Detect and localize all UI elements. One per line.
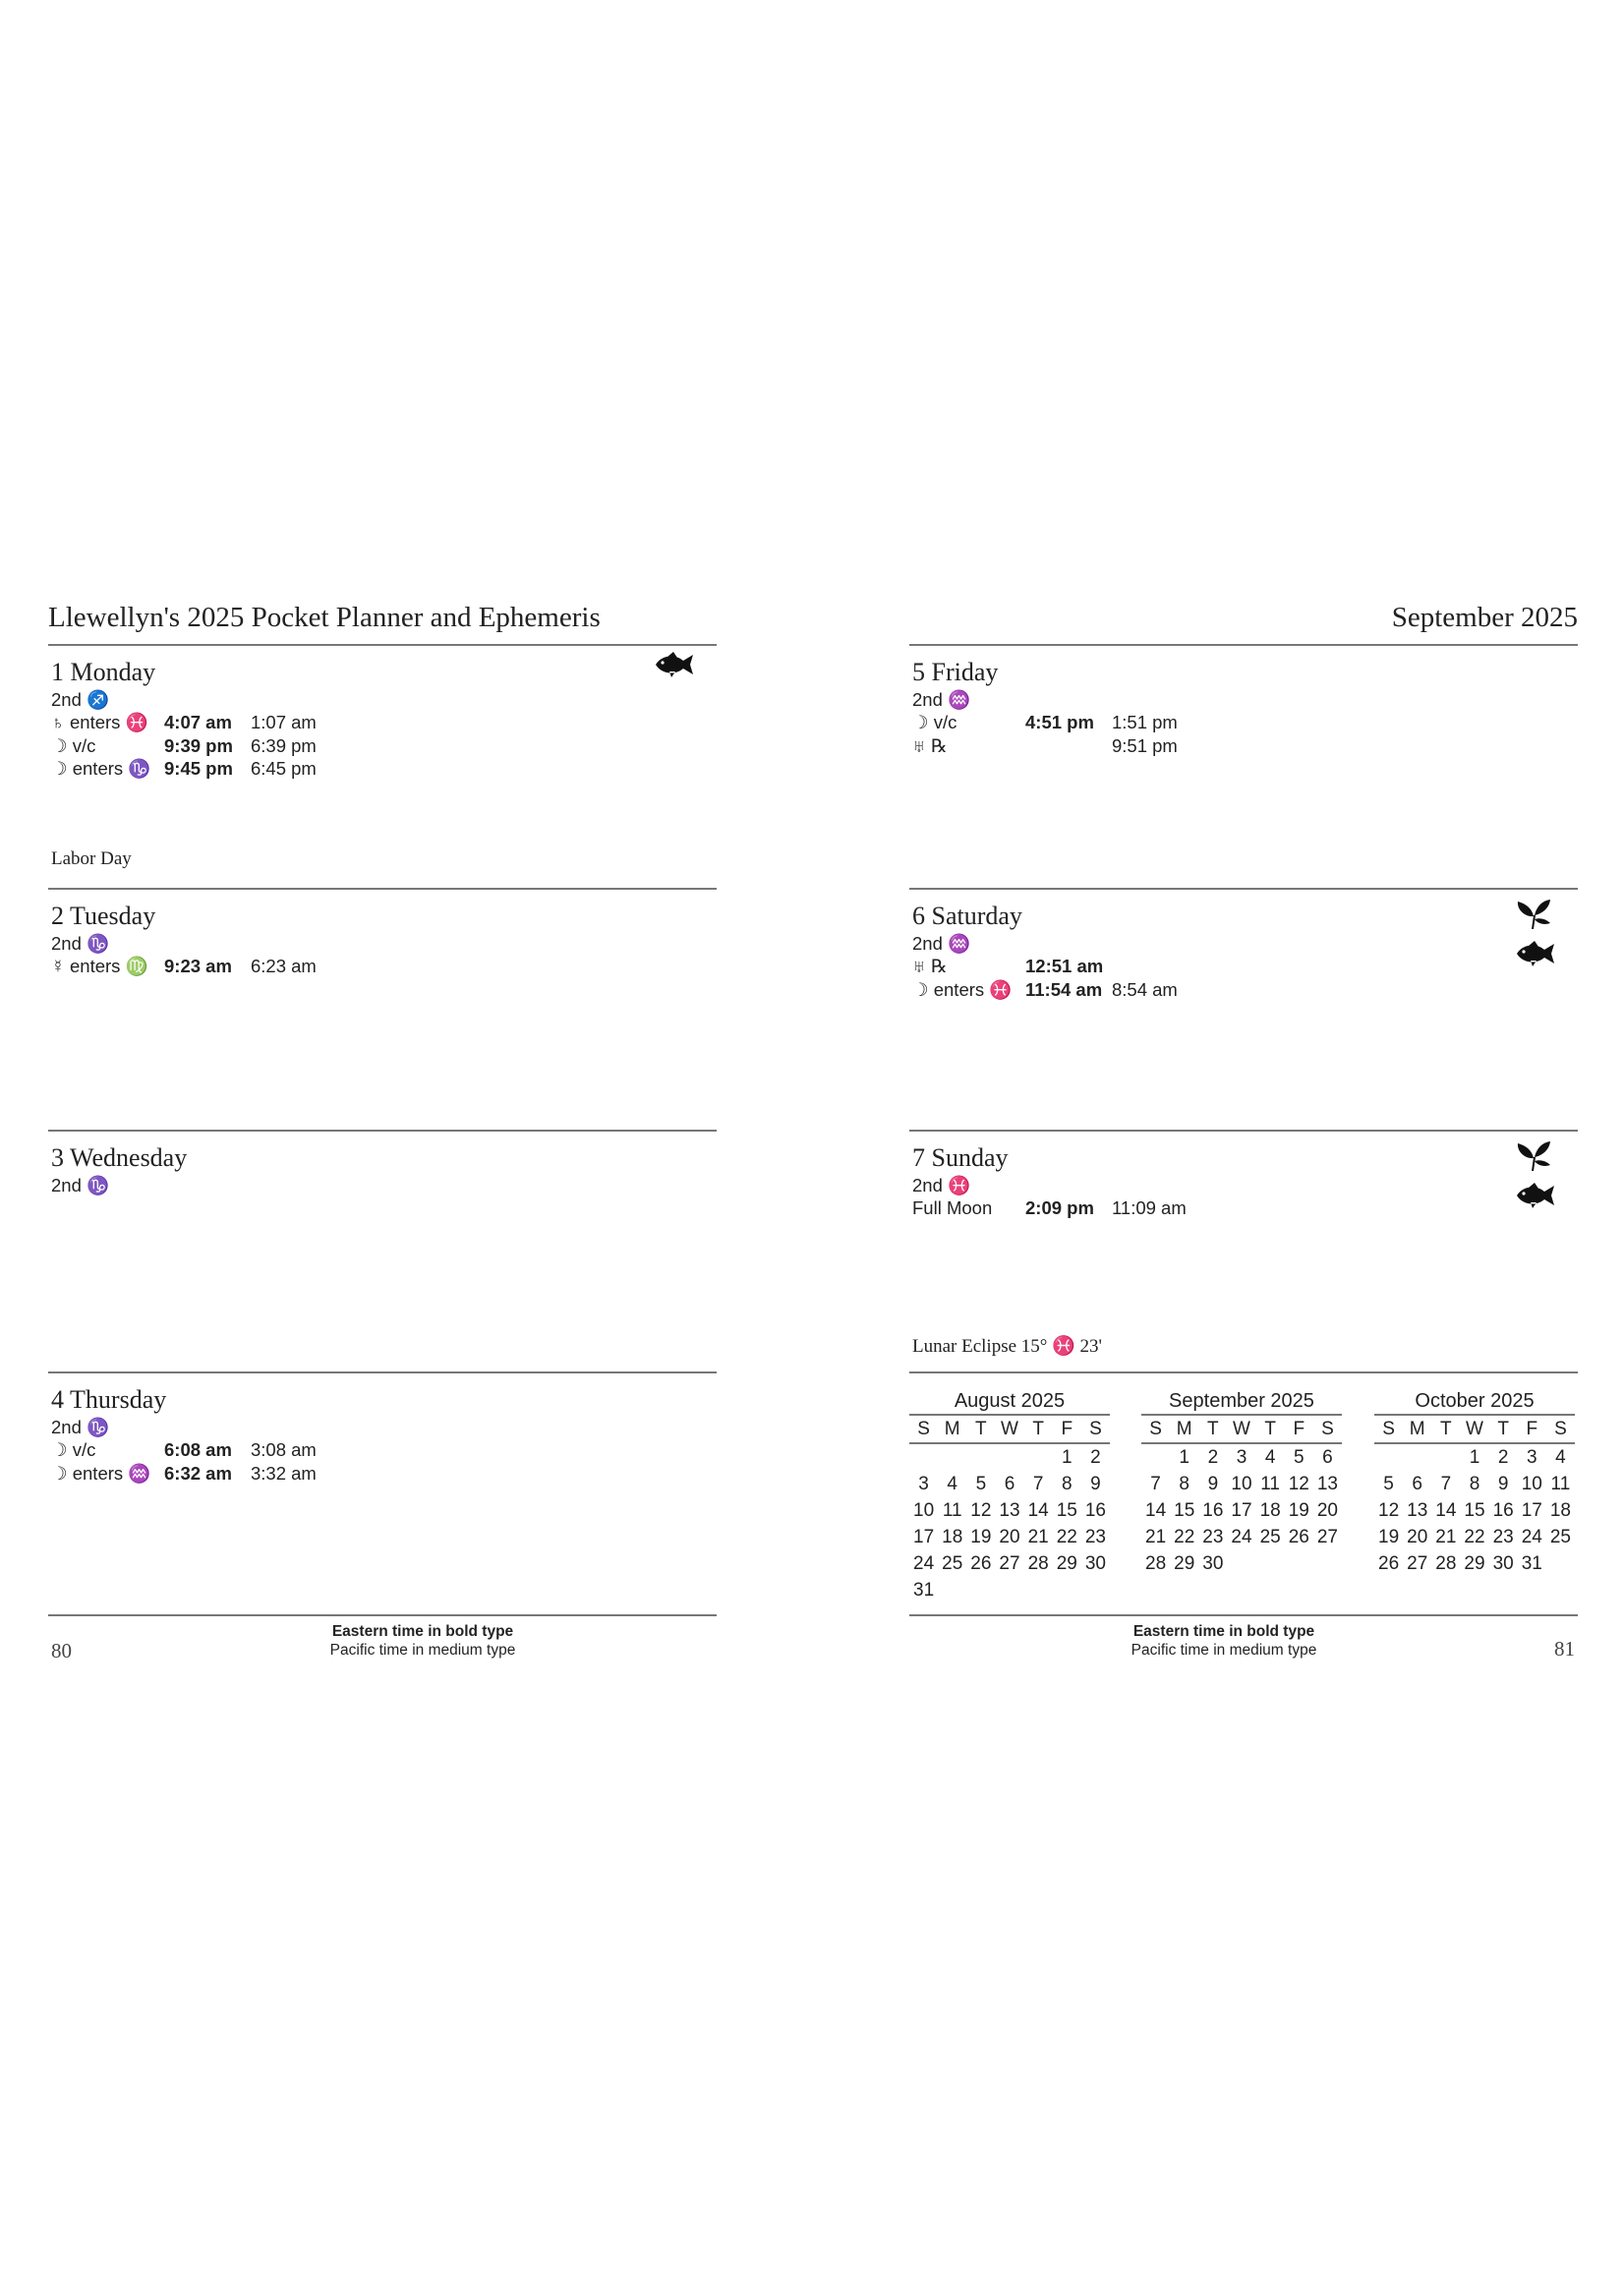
day-divider — [909, 1130, 1578, 1132]
calendar-date: 5 — [1383, 1474, 1394, 1494]
calendar-date: 26 — [1378, 1553, 1400, 1574]
calendar-date: 28 — [1145, 1553, 1167, 1574]
calendar-date: 18 — [1549, 1500, 1571, 1521]
mini-calendar — [909, 1390, 1110, 1603]
weekday-label: S — [1149, 1419, 1162, 1439]
moon-phase-sign: 2nd ♒ — [912, 933, 971, 954]
day-title: 5 Friday — [912, 658, 999, 686]
day-title: 4 Thursday — [51, 1385, 167, 1414]
calendar-week — [909, 1524, 1110, 1550]
calendar-date: 24 — [1521, 1527, 1542, 1547]
event-label: ♅ ℞ — [912, 734, 948, 756]
calendar-date: 6 — [1412, 1474, 1422, 1494]
weekday-label: T — [1440, 1419, 1452, 1439]
calendar-date: 2 — [1207, 1447, 1219, 1468]
calendar-week — [1374, 1550, 1575, 1577]
weekday-label: S — [1321, 1419, 1334, 1439]
event-eastern-time: 4:07 am — [164, 712, 232, 732]
calendar-date: 17 — [1521, 1500, 1542, 1521]
calendar-date: 7 — [1440, 1474, 1452, 1494]
event-label: ♅ ℞ — [912, 956, 948, 976]
calendar-date — [1227, 1550, 1255, 1577]
fish-icon — [1515, 1183, 1558, 1213]
calendar-date: 12 — [1288, 1474, 1309, 1494]
right_page-header-rule — [909, 644, 1578, 646]
calendar-date: 14 — [1027, 1500, 1049, 1521]
event-label: ☽ v/c — [51, 1439, 96, 1460]
weekday-label: W — [1233, 1419, 1250, 1439]
calendar-date — [1313, 1550, 1342, 1577]
calendar-date — [1053, 1577, 1081, 1603]
calendar-date: 22 — [1056, 1527, 1077, 1547]
day-divider — [48, 1614, 717, 1616]
calendar-date: 7 — [1150, 1474, 1161, 1494]
weekday-label: T — [1497, 1419, 1509, 1439]
calendar-date — [1374, 1444, 1403, 1471]
calendar-date: 30 — [1202, 1553, 1224, 1574]
footer-pacific: Pacific time in medium type — [1131, 1642, 1317, 1659]
right_page-header: September 2025 — [1391, 602, 1578, 633]
event-eastern-time: 2:09 pm — [1025, 1197, 1094, 1218]
event-eastern-time: 4:51 pm — [1025, 712, 1094, 732]
calendar-date — [1024, 1444, 1053, 1471]
calendar-date: 28 — [1435, 1553, 1457, 1574]
calendar-date: 4 — [1555, 1447, 1566, 1468]
calendar-date: 1 — [1061, 1447, 1073, 1468]
calendar-date: 9 — [1207, 1474, 1219, 1494]
calendar-week — [909, 1577, 1110, 1603]
weekday-label: S — [917, 1419, 930, 1439]
weekday-label: M — [944, 1419, 960, 1439]
mini-calendar-title: October 2025 — [1415, 1390, 1535, 1412]
calendar-date: 2 — [1497, 1447, 1509, 1468]
page-number: 80 — [51, 1639, 72, 1662]
weekday-label: S — [1554, 1419, 1567, 1439]
calendar-date: 29 — [1174, 1553, 1195, 1574]
moon-phase-sign: 2nd ♒ — [912, 689, 971, 710]
calendar-date: 11 — [942, 1500, 962, 1521]
calendar-date: 16 — [1202, 1500, 1224, 1521]
event-eastern-time: 6:32 am — [164, 1462, 232, 1484]
calendar-date: 29 — [1464, 1553, 1485, 1574]
moon-phase-sign: 2nd ♑ — [51, 1417, 110, 1437]
calendar-date — [1141, 1444, 1170, 1471]
calendar-date: 4 — [1264, 1447, 1276, 1468]
calendar-date: 20 — [999, 1527, 1020, 1547]
day-divider — [48, 1130, 717, 1132]
calendar-date: 6 — [1004, 1474, 1015, 1494]
weekday-label: W — [1466, 1419, 1483, 1439]
event-eastern-time: 9:39 pm — [164, 734, 233, 756]
weekday-label: S — [1089, 1419, 1102, 1439]
calendar-date — [1285, 1550, 1313, 1577]
calendar-date: 21 — [1435, 1527, 1457, 1547]
calendar-week — [1141, 1444, 1342, 1471]
leaf-icon — [1515, 1139, 1552, 1176]
calendar-date: 22 — [1174, 1527, 1195, 1547]
calendar-date: 20 — [1407, 1527, 1428, 1547]
left_page-header: Llewellyn's 2025 Pocket Planner and Ephemeris — [48, 602, 601, 633]
calendar-week — [1141, 1497, 1342, 1524]
weekday-label: T — [1264, 1419, 1276, 1439]
day-note: Labor Day — [51, 848, 132, 869]
calendar-week — [1141, 1524, 1342, 1550]
calendar-date: 6 — [1322, 1447, 1333, 1468]
event-label: ☽ v/c — [51, 734, 96, 756]
event-eastern-time: 9:23 am — [164, 956, 232, 976]
moon-phase-sign: 2nd ♑ — [51, 1175, 110, 1195]
day-divider — [48, 1371, 717, 1373]
calendar-date: 9 — [1090, 1474, 1101, 1494]
event-pacific-time: 3:08 am — [251, 1439, 317, 1460]
footer-eastern: Eastern time in bold type — [331, 1623, 514, 1640]
calendar-date — [938, 1444, 966, 1471]
calendar-date: 26 — [1288, 1527, 1309, 1547]
event-pacific-time: 6:45 pm — [251, 758, 317, 779]
calendar-date: 28 — [1027, 1553, 1049, 1574]
calendar-date: 11 — [1260, 1474, 1280, 1494]
footer-eastern: Eastern time in bold type — [1132, 1623, 1315, 1640]
calendar-week — [1374, 1497, 1575, 1524]
event-pacific-time: 1:51 pm — [1112, 712, 1178, 732]
calendar-date: 8 — [1469, 1474, 1480, 1494]
calendar-date — [966, 1444, 995, 1471]
day-divider — [48, 888, 717, 890]
calendar-week — [909, 1497, 1110, 1524]
calendar-date: 22 — [1464, 1527, 1485, 1547]
calendar-date: 19 — [970, 1527, 992, 1547]
calendar-date — [1024, 1577, 1053, 1603]
moon-phase-sign: 2nd ♓ — [912, 1175, 971, 1195]
calendar-top-rule — [909, 1371, 1578, 1373]
calendar-date: 11 — [1550, 1474, 1571, 1494]
calendar-date: 18 — [1259, 1500, 1281, 1521]
calendar-date: 17 — [1231, 1500, 1252, 1521]
day-title: 3 Wednesday — [51, 1143, 188, 1172]
calendar-date: 9 — [1497, 1474, 1509, 1494]
day-title: 6 Saturday — [912, 902, 1022, 930]
calendar-date: 16 — [1084, 1500, 1106, 1521]
calendar-date: 31 — [1521, 1553, 1542, 1574]
event-label: ☿ enters ♍ — [51, 956, 148, 976]
weekday-header — [909, 1416, 1110, 1442]
calendar-date: 25 — [1549, 1527, 1571, 1547]
calendar-week — [1141, 1550, 1342, 1577]
calendar-date: 18 — [942, 1527, 963, 1547]
event-pacific-time: 1:07 am — [251, 712, 317, 732]
calendar-date: 1 — [1179, 1447, 1189, 1468]
event-pacific-time: 6:23 am — [251, 956, 317, 976]
day-title: 1 Monday — [51, 658, 156, 686]
moon-phase-sign: 2nd ♑ — [51, 933, 110, 954]
left_page-header-rule — [48, 644, 717, 646]
weekday-label: F — [1061, 1419, 1073, 1439]
calendar-date: 8 — [1061, 1474, 1073, 1494]
calendar-week — [1374, 1471, 1575, 1497]
day-divider — [909, 1614, 1578, 1616]
calendar-date: 23 — [1492, 1527, 1514, 1547]
weekday-label: F — [1293, 1419, 1305, 1439]
calendar-week — [909, 1550, 1110, 1577]
weekday-label: T — [975, 1419, 987, 1439]
calendar-date: 14 — [1435, 1500, 1457, 1521]
footer-pacific: Pacific time in medium type — [329, 1642, 516, 1659]
day-title: 7 Sunday — [912, 1143, 1009, 1172]
event-pacific-time: 11:09 am — [1112, 1197, 1187, 1218]
calendar-date: 17 — [913, 1527, 935, 1547]
day-note: Lunar Eclipse 15° ♓ 23' — [912, 1336, 1102, 1357]
calendar-week — [1374, 1524, 1575, 1550]
event-eastern-time: 12:51 am — [1025, 956, 1104, 976]
weekday-label: M — [1176, 1419, 1192, 1439]
weekday-label: F — [1526, 1419, 1538, 1439]
event-label: ☽ enters ♒ — [51, 1462, 151, 1484]
calendar-date: 10 — [1521, 1474, 1542, 1494]
calendar-date: 5 — [1293, 1447, 1305, 1468]
calendar-date: 10 — [913, 1500, 935, 1521]
calendar-date: 23 — [1084, 1527, 1106, 1547]
mini-calendar-title: September 2025 — [1169, 1390, 1314, 1412]
calendar-date: 27 — [1316, 1527, 1338, 1547]
calendar-date — [1431, 1444, 1460, 1471]
calendar-date — [995, 1577, 1023, 1603]
calendar-date: 24 — [913, 1553, 935, 1574]
event-label: ☽ enters ♑ — [51, 758, 151, 779]
calendar-date: 23 — [1202, 1527, 1224, 1547]
calendar-week — [909, 1444, 1110, 1471]
calendar-date: 13 — [1316, 1474, 1338, 1494]
weekday-label: W — [1001, 1419, 1018, 1439]
weekday-label: T — [1032, 1419, 1044, 1439]
weekday-header — [1141, 1416, 1342, 1442]
calendar-date: 27 — [1407, 1553, 1428, 1574]
calendar-date: 15 — [1174, 1500, 1195, 1521]
weekday-label: M — [1409, 1419, 1425, 1439]
calendar-date: 25 — [942, 1553, 963, 1574]
calendar-date: 12 — [970, 1500, 992, 1521]
calendar-date: 20 — [1316, 1500, 1338, 1521]
calendar-date: 3 — [918, 1474, 929, 1494]
calendar-date: 4 — [947, 1474, 957, 1494]
calendar-date: 24 — [1231, 1527, 1252, 1547]
weekday-label: S — [1382, 1419, 1395, 1439]
leaf-icon — [1515, 898, 1552, 934]
event-eastern-time: 9:45 pm — [164, 758, 233, 779]
event-pacific-time: 9:51 pm — [1112, 734, 1178, 756]
calendar-date — [938, 1577, 966, 1603]
calendar-week — [909, 1471, 1110, 1497]
day-title: 2 Tuesday — [51, 902, 156, 930]
page-number: 81 — [1554, 1637, 1575, 1661]
calendar-date: 1 — [1469, 1447, 1480, 1468]
event-label: ☽ v/c — [912, 712, 957, 732]
mini-calendar — [1374, 1390, 1575, 1577]
calendar-date: 13 — [999, 1500, 1020, 1521]
calendar-date: 13 — [1407, 1500, 1428, 1521]
event-label: ♄ enters ♓ — [51, 712, 148, 732]
calendar-date: 5 — [975, 1474, 987, 1494]
event-label: ☽ enters ♓ — [912, 978, 1013, 1000]
calendar-date: 2 — [1090, 1447, 1101, 1468]
event-pacific-time: 6:39 pm — [251, 734, 317, 756]
event-pacific-time: 8:54 am — [1112, 978, 1178, 1000]
calendar-date: 3 — [1236, 1447, 1247, 1468]
fish-icon — [1515, 941, 1558, 971]
calendar-date — [1403, 1444, 1431, 1471]
calendar-date: 16 — [1492, 1500, 1514, 1521]
mini-calendar — [1141, 1390, 1342, 1577]
calendar-date — [995, 1444, 1023, 1471]
calendar-date: 31 — [913, 1580, 935, 1601]
calendar-date — [1546, 1550, 1575, 1577]
calendar-date: 27 — [999, 1553, 1020, 1574]
weekday-label: T — [1207, 1419, 1219, 1439]
calendar-date: 12 — [1378, 1500, 1400, 1521]
fish-icon — [654, 652, 697, 682]
calendar-date — [966, 1577, 995, 1603]
calendar-date: 3 — [1526, 1447, 1537, 1468]
calendar-date: 15 — [1464, 1500, 1485, 1521]
calendar-date: 26 — [970, 1553, 992, 1574]
calendar-date — [909, 1444, 938, 1471]
calendar-date: 10 — [1231, 1474, 1252, 1494]
calendar-date: 29 — [1056, 1553, 1077, 1574]
calendar-date: 19 — [1378, 1527, 1400, 1547]
calendar-date: 14 — [1145, 1500, 1167, 1521]
calendar-date: 21 — [1145, 1527, 1167, 1547]
calendar-date: 19 — [1288, 1500, 1309, 1521]
mini-calendar-title: August 2025 — [954, 1390, 1066, 1412]
calendar-date: 30 — [1492, 1553, 1514, 1574]
calendar-week — [1374, 1444, 1575, 1471]
calendar-date: 25 — [1259, 1527, 1281, 1547]
event-eastern-time: 11:54 am — [1025, 978, 1103, 1000]
calendar-date: 15 — [1056, 1500, 1077, 1521]
calendar-date: 30 — [1084, 1553, 1106, 1574]
day-divider — [909, 888, 1578, 890]
calendar-date — [1256, 1550, 1285, 1577]
calendar-date: 21 — [1027, 1527, 1049, 1547]
calendar-week — [1141, 1471, 1342, 1497]
event-eastern-time: 6:08 am — [164, 1439, 232, 1460]
event-label: Full Moon — [912, 1197, 993, 1218]
moon-phase-sign: 2nd ♐ — [51, 689, 110, 710]
weekday-header — [1374, 1416, 1575, 1442]
event-pacific-time: 3:32 am — [251, 1462, 317, 1484]
calendar-date: 8 — [1179, 1474, 1189, 1494]
calendar-date: 7 — [1032, 1474, 1044, 1494]
calendar-date — [1081, 1577, 1110, 1603]
